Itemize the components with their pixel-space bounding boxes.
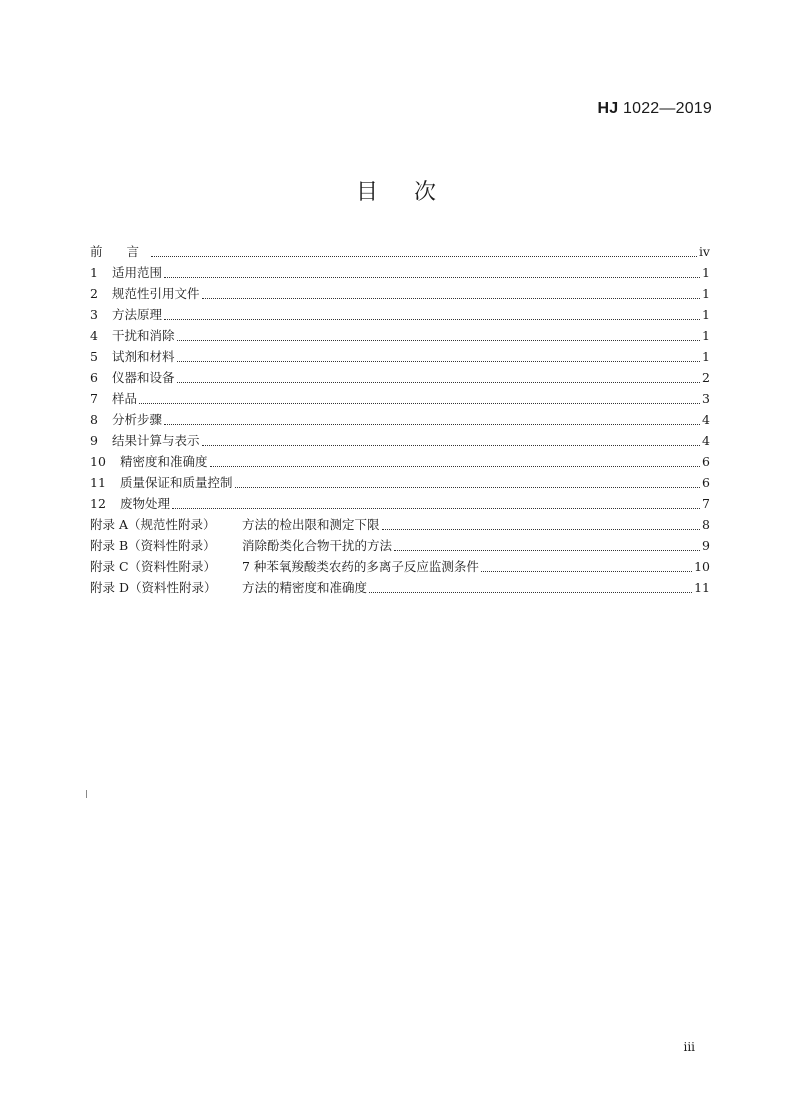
toc-entry-page: 7: [702, 496, 710, 511]
page-number: iii: [683, 1040, 695, 1054]
toc-entry-number: 1: [90, 265, 98, 280]
toc-entry-6[interactable]: [90, 367, 710, 388]
toc-entry-label: 精密度和准确度: [120, 454, 208, 469]
toc-entry-number: 7: [90, 391, 98, 406]
toc-entry-page: 4: [702, 433, 710, 448]
toc-annex-b[interactable]: [90, 535, 710, 556]
annex-page: 9: [702, 538, 710, 553]
toc-entry-4[interactable]: [90, 325, 710, 346]
dot-leader: [481, 571, 692, 572]
toc-entry-number: 2: [90, 286, 98, 301]
annex-label: 方法的检出限和测定下限: [242, 517, 380, 532]
annex-prefix: 附录 D（资料性附录）: [90, 580, 217, 595]
toc-entry-page: 1: [702, 307, 710, 322]
toc-entry-page: 1: [702, 286, 710, 301]
dot-leader: [172, 508, 700, 509]
toc-entry-page: 6: [702, 475, 710, 490]
dot-leader: [177, 361, 701, 362]
annex-page: 8: [702, 517, 710, 532]
table-of-contents: [90, 241, 710, 598]
toc-entry-page: 4: [702, 412, 710, 427]
scan-speck: [86, 790, 87, 798]
toc-entry-9[interactable]: [90, 430, 710, 451]
toc-entry-number: 4: [90, 328, 98, 343]
toc-entry-number: 11: [90, 475, 106, 490]
annex-label: 7 种苯氧羧酸类农药的多离子反应监测条件: [242, 559, 479, 574]
toc-entry-label: 结果计算与表示: [112, 433, 200, 448]
toc-entry-number: 10: [90, 454, 106, 469]
dot-leader: [177, 382, 701, 383]
toc-entry-8[interactable]: [90, 409, 710, 430]
toc-entry-page: 2: [702, 370, 710, 385]
toc-entry-label: 仪器和设备: [112, 370, 175, 385]
dot-leader: [164, 319, 700, 320]
dot-leader: [210, 466, 701, 467]
toc-entry-11[interactable]: [90, 472, 710, 493]
toc-entry-page: 3: [702, 391, 710, 406]
toc-entry-label: 干扰和消除: [112, 328, 175, 343]
dot-leader: [151, 256, 697, 257]
toc-entry-label: 方法原理: [112, 307, 163, 322]
toc-annex-a[interactable]: [90, 514, 710, 535]
toc-entry-page: 1: [702, 349, 710, 364]
toc-entry-label: 分析步骤: [112, 412, 163, 427]
document-identifier: [598, 100, 713, 118]
toc-entry-label: 废物处理: [120, 496, 171, 511]
toc-entry-label: 前 言: [90, 244, 149, 259]
toc-entry-5[interactable]: [90, 346, 710, 367]
toc-entry-1[interactable]: [90, 262, 710, 283]
toc-entry-number: 9: [90, 433, 98, 448]
annex-prefix: 附录 C（资料性附录）: [90, 559, 217, 574]
toc-entry-label: 质量保证和质量控制: [120, 475, 233, 490]
annex-page: 10: [694, 559, 710, 574]
toc-entry-label: 样品: [112, 391, 138, 406]
toc-entry-number: 8: [90, 412, 98, 427]
dot-leader: [394, 550, 700, 551]
toc-entry-page: iv: [698, 244, 710, 259]
toc-entry-2[interactable]: [90, 283, 710, 304]
toc-entry-number: 12: [90, 496, 106, 511]
annex-label: 消除酚类化合物干扰的方法: [242, 538, 393, 553]
dot-leader: [202, 298, 701, 299]
document-prefix: HJ: [597, 100, 619, 117]
toc-entry-page: 1: [702, 328, 710, 343]
toc-entry-number: 5: [90, 349, 98, 364]
dot-leader: [202, 445, 701, 446]
dot-leader: [139, 403, 700, 404]
toc-entry-label: 规范性引用文件: [112, 286, 200, 301]
toc-entry-number: 6: [90, 370, 98, 385]
toc-entry-label: 适用范围: [112, 265, 163, 280]
annex-label: 方法的精密度和准确度: [242, 580, 368, 595]
toc-entry-12[interactable]: [90, 493, 710, 514]
annex-prefix: 附录 B（资料性附录）: [90, 538, 216, 553]
toc-entry-foreword[interactable]: [90, 241, 710, 262]
dot-leader: [164, 424, 700, 425]
dot-leader: [177, 340, 701, 341]
dot-leader: [235, 487, 701, 488]
toc-entry-3[interactable]: [90, 304, 710, 325]
toc-entry-number: 3: [90, 307, 98, 322]
dot-leader: [164, 277, 700, 278]
toc-entry-page: 1: [702, 265, 710, 280]
annex-prefix: 附录 A（规范性附录）: [90, 517, 216, 532]
toc-entry-10[interactable]: [90, 451, 710, 472]
toc-title: 目次: [355, 180, 472, 205]
document-number: 1022—2019: [618, 100, 712, 117]
toc-entry-7[interactable]: [90, 388, 710, 409]
dot-leader: [369, 592, 692, 593]
dot-leader: [382, 529, 701, 530]
toc-entry-label: 试剂和材料: [112, 349, 175, 364]
toc-annex-c[interactable]: [90, 556, 710, 577]
toc-annex-d[interactable]: [90, 577, 710, 598]
toc-entry-page: 6: [702, 454, 710, 469]
annex-page: 11: [694, 580, 710, 595]
